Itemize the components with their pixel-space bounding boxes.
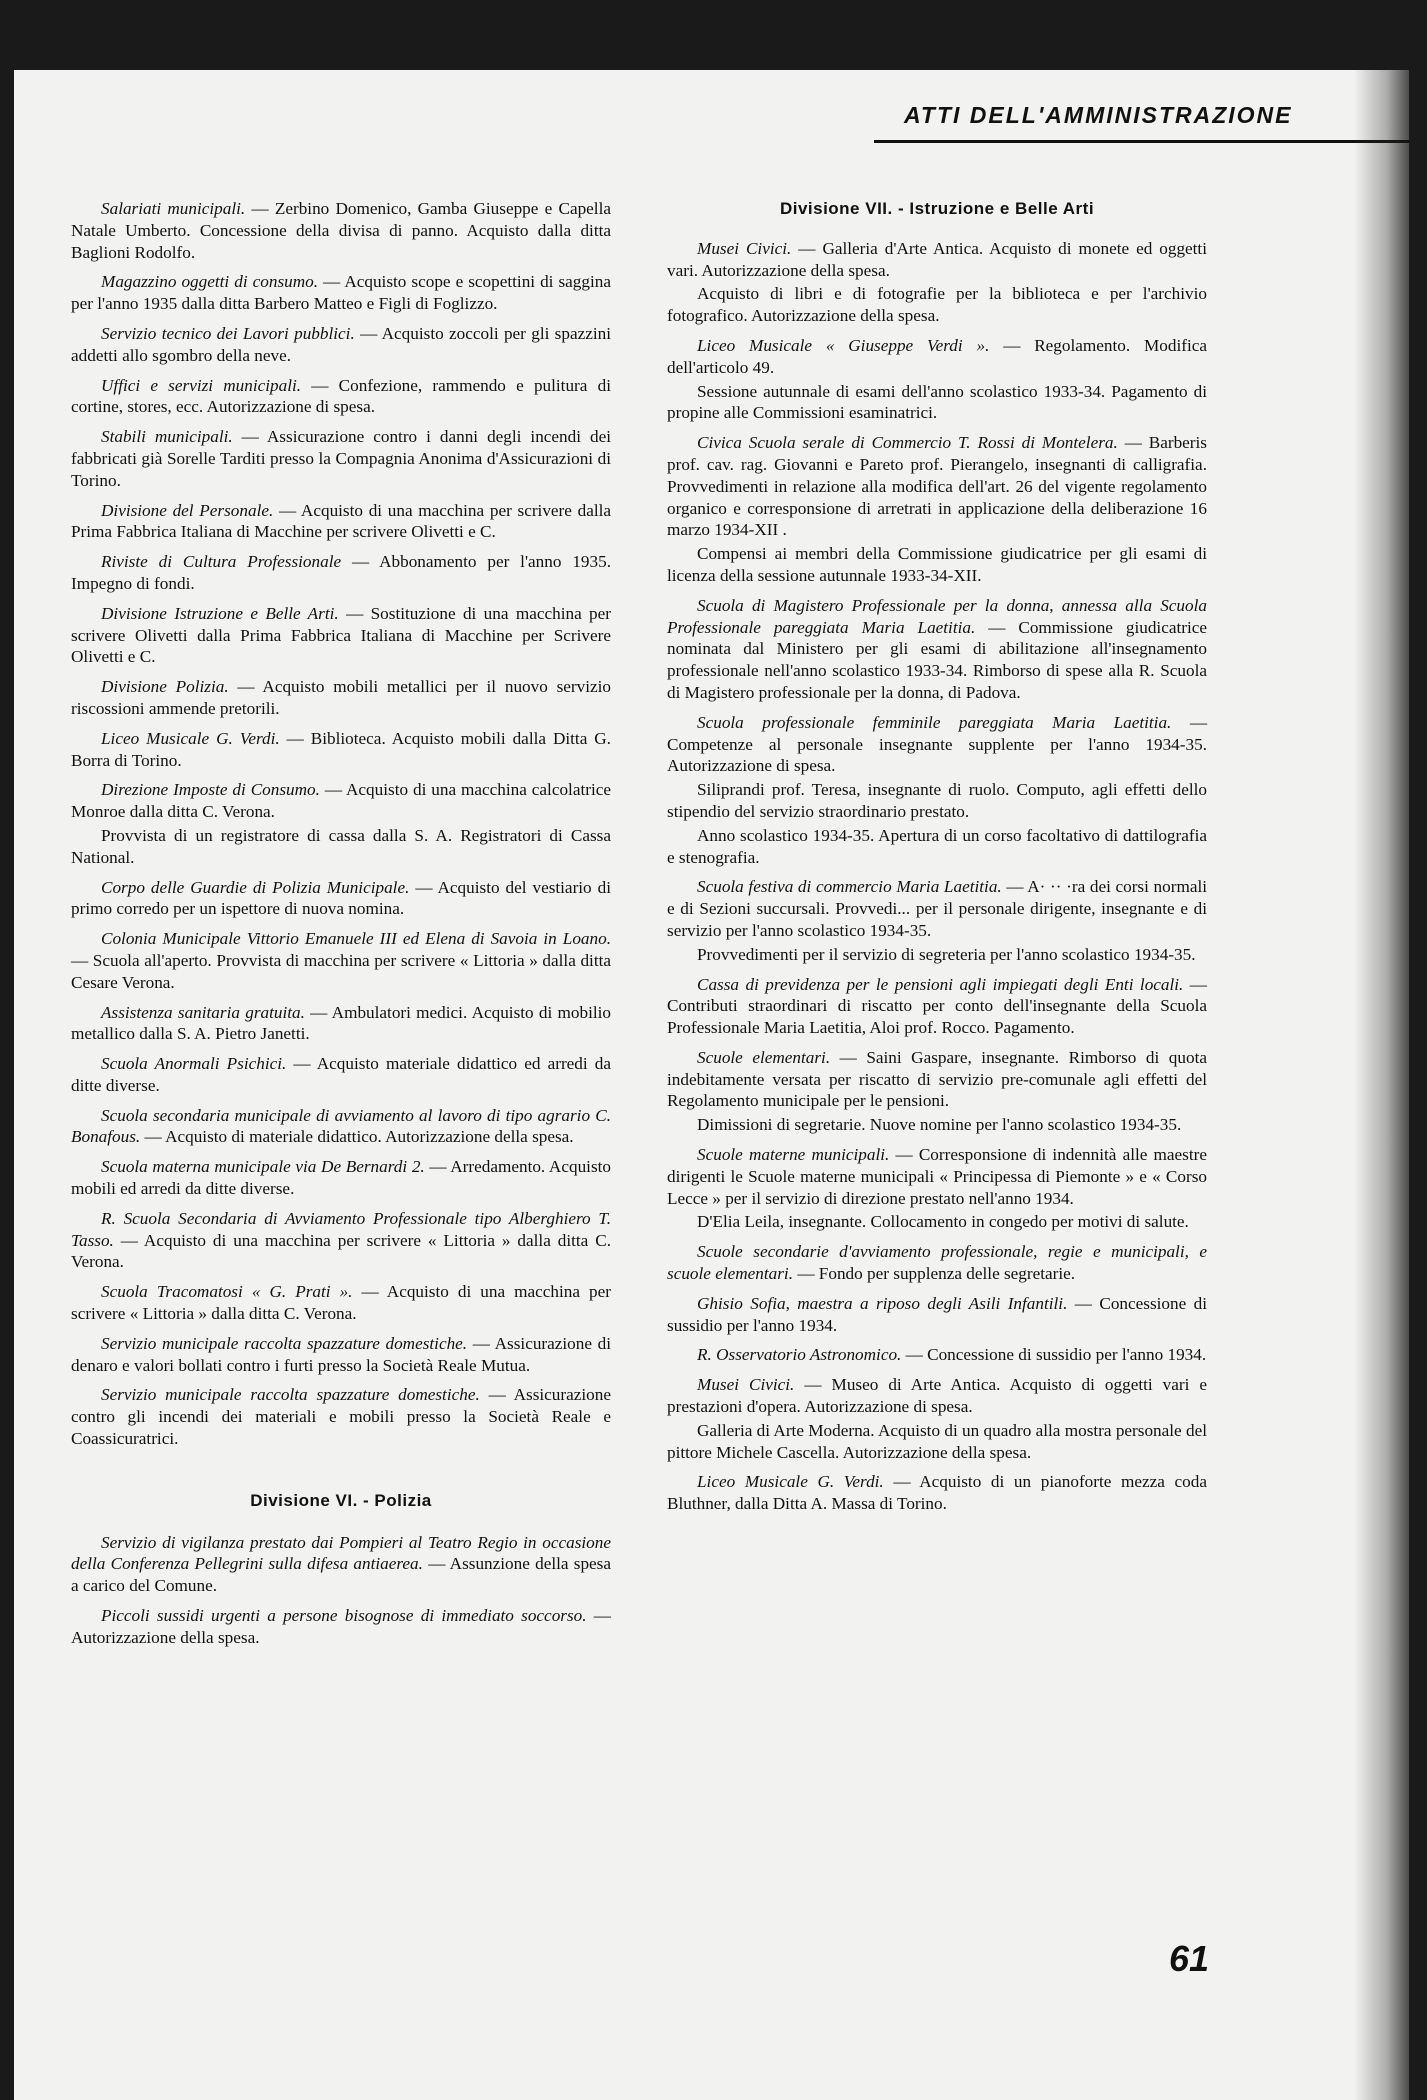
entry-paragraph (667, 432, 1207, 541)
entry-text: — Arredamento. Acquisto mobili ed arredi da ditte diverse. (71, 1157, 611, 1199)
entry-title: Scuola di Magistero Professionale per la donna, annessa alla Scuola Professionale pareggiata Maria Laetitia. (667, 595, 1207, 637)
entry-text: — Galleria d'Arte Antica. Acquisto di monete ed oggetti vari. Autorizzazione della spesa. (667, 238, 1207, 280)
entry-paragraph (667, 1344, 1207, 1366)
entry-paragraph (71, 500, 611, 544)
entry-text: D'Elia Leila, insegnante. Collocamento in congedo per motivi di salute. (697, 1212, 1189, 1232)
entry-title: Uffici e servizi municipali. (101, 375, 302, 395)
entry-paragraph (71, 779, 611, 823)
entry-paragraph (667, 335, 1207, 379)
entry-text: — Saini Gaspare, insegnante. Rimborso di quota indebitamente versata per riscatto di servizio pre-comunale agli effetti del Regolamento municipale per le pensioni. (667, 1047, 1207, 1111)
entry-paragraph (667, 825, 1207, 869)
entry-text: — Assicurazione contro gli incendi dei materiali e mobili presso la Società Reale e Coassicuratrici. (71, 1385, 611, 1449)
entry-title: Scuola secondaria municipale di avviamento al lavoro di tipo agrario C. Bonafous. (71, 1105, 611, 1147)
entry-paragraph (71, 271, 611, 315)
entry-text: — Confezione, rammendo e pulitura di cortine, stores, ecc. Autorizzazione di spesa. (71, 375, 611, 417)
entry-paragraph (71, 1532, 611, 1597)
entry-text: — Barberis prof. cav. rag. Giovanni e Pareto prof. Pierangelo, insegnanti di calligrafia. Provvedimenti in relazione alla modifica dell'art. 26 del vigente regolamento organico e corresponsione di arretrati in applicazione della deliberazione 16 marzo 1934-XII . (667, 433, 1207, 540)
entry-paragraph (71, 1105, 611, 1149)
entry-paragraph (71, 323, 611, 367)
entry-title: Assistenza sanitaria gratuita. (101, 1002, 305, 1022)
entry-text: — Acquisto di una macchina calcolatrice Monroe dalla ditta C. Verona. (71, 780, 611, 822)
section-vii-entries (667, 238, 1207, 1515)
entry-title: Divisione Polizia. (101, 677, 229, 697)
entry-text: — Autorizzazione della spesa. (71, 1606, 611, 1647)
entry-paragraph (667, 1241, 1207, 1285)
entry-text: Galleria di Arte Moderna. Acquisto di un quadro alla mostra personale del pittore Michele Cascella. Autorizzazione della spesa. (667, 1420, 1207, 1462)
entry-text: Provvedimenti per il servizio di segreteria per l'anno scolastico 1934-35. (697, 944, 1196, 964)
entry-text: Anno scolastico 1934-35. Apertura di un corso facoltativo di dattilografia e stenografia. (667, 825, 1207, 867)
entry-paragraph (667, 974, 1207, 1039)
entry-title: Liceo Musicale G. Verdi. (101, 728, 280, 748)
entry-text: Compensi ai membri della Commissione giudicatrice per gli esami di licenza della sessione autunnale 1933-34-XII. (667, 544, 1207, 585)
entry-title: Servizio municipale raccolta spazzature domestiche. (101, 1385, 480, 1405)
entry-paragraph (667, 283, 1207, 327)
entry-title: Corpo delle Guardie di Polizia Municipale. (101, 877, 410, 897)
entry-paragraph (71, 603, 611, 668)
entry-paragraph (667, 1420, 1207, 1464)
entry-paragraph (71, 728, 611, 772)
section-heading-vi: Divisione VI. - Polizia (250, 1490, 432, 1510)
entry-title: R. Scuola Secondaria di Avviamento Professionale tipo Alberghiero T. Tasso. (71, 1208, 611, 1250)
entry-text: Provvista di un registratore di cassa dalla S. A. Registratori di Cassa National. (71, 825, 611, 867)
header-rule (874, 140, 1409, 143)
entry-paragraph (71, 551, 611, 595)
entry-title: Divisione del Personale. (101, 500, 274, 520)
entry-paragraph (667, 712, 1207, 777)
entry-title: R. Osservatorio Astronomico. (697, 1345, 902, 1365)
entry-text: — Corresponsione di indennità alle maestre dirigenti le Scuole materne municipali « Principessa di Piemonte » e « Corso Lecce » per il servizio di direzione prestato nell'anno 1934. (667, 1145, 1207, 1208)
entry-title: Servizio tecnico dei Lavori pubblici. (101, 323, 355, 343)
entry-paragraph (71, 375, 611, 419)
entry-text: — Concessione di sussidio per l'anno 1934. (901, 1345, 1207, 1365)
entry-title: Cassa di previdenza per le pensioni agli impiegati degli Enti locali. (697, 974, 1184, 994)
entry-title: Civica Scuola serale di Commercio T. Rossi di Montelera. (697, 433, 1118, 453)
entry-paragraph (71, 1384, 611, 1449)
entry-title: Scuole elementari. (697, 1047, 831, 1067)
entry-paragraph (71, 1281, 611, 1325)
entry-text: — Assunzione della spesa a carico del Comune. (71, 1554, 611, 1596)
entry-text: — Acquisto di una macchina per scrivere « Littoria » dalla ditta C. Verona. (71, 1282, 611, 1324)
entry-text: — A· ·· ·ra dei corsi normali e di Sezioni succursali. Provvedi... per il personale dirigente, insegnante e di servizio per l'anno scolastico 1934-35. (667, 877, 1208, 940)
entry-paragraph (667, 595, 1207, 704)
entry-title: Stabili municipali. (101, 427, 233, 447)
entry-paragraph (71, 877, 611, 921)
entry-paragraph (667, 1211, 1207, 1233)
entry-paragraph (667, 543, 1207, 587)
entry-title: Musei Civici. (697, 1375, 795, 1395)
entry-title: Scuola festiva di commercio Maria Laetitia. (697, 877, 1002, 897)
entry-paragraph (71, 1208, 611, 1273)
entry-paragraph (667, 1144, 1207, 1209)
left-entries (71, 198, 611, 1450)
entry-text: — Sostituzione di una macchina per scrivere Olivetti dalla Prima Fabbrica Italiana di Macchine per Scrivere Olivetti e C. (71, 603, 612, 667)
entry-paragraph (71, 928, 611, 993)
entry-text: — Acquisto di un pianoforte mezza coda Bluthner, dalla Ditta A. Massa di Torino. (667, 1472, 1207, 1514)
entry-paragraph (71, 676, 611, 720)
entry-text: Sessione autunnale di esami dell'anno scolastico 1933-34. Pagamento di propine alle Commissioni esaminatrici. (667, 381, 1207, 423)
entry-text: — Acquisto mobili metallici per il nuovo servizio riscossioni ammende pretorili. (71, 677, 611, 718)
entry-text: — Acquisto di una macchina per scrivere dalla Prima Fabbrica Italiana di Macchine per scrivere Olivetti e C. (71, 500, 612, 542)
entry-paragraph (667, 1047, 1207, 1112)
entry-paragraph (71, 1002, 611, 1046)
entry-title: Colonia Municipale Vittorio Emanuele III ed Elena di Savoia in Loano. (101, 929, 611, 949)
entry-text: — Ambulatori medici. Acquisto di mobilio metallico dalla S. A. Pietro Janetti. (71, 1002, 611, 1044)
entry-text: — Abbonamento per l'anno 1935. Impegno di fondi. (71, 552, 611, 593)
entry-text: — Scuola all'aperto. Provvista di macchina per scrivere « Littoria » dalla ditta Cesare Verona. (71, 950, 611, 992)
page-number: 61 (1169, 1938, 1210, 1979)
entry-text: — Acquisto del vestiario di primo corredo per un ispettore di nuova nomina. (71, 877, 611, 919)
entry-text: — Museo di Arte Antica. Acquisto di oggetti vari e prestazioni d'opera. Autorizzazione di spesa. (667, 1375, 1207, 1417)
entry-title: Scuole materne municipali. (697, 1145, 890, 1165)
entry-title: Scuole secondarie d'avviamento professionale, regie e municipali, e scuole elementari. (667, 1242, 1207, 1284)
entry-text: — Acquisto scope e scopettini di saggina per l'anno 1935 dalla ditta Barbero Matteo e Figli di Foglizzo. (71, 272, 611, 314)
entry-paragraph (71, 1605, 611, 1649)
entry-paragraph (667, 876, 1207, 941)
section-vi-entries (71, 1532, 611, 1649)
entry-text: — Biblioteca. Acquisto mobili dalla Ditta G. Borra di Torino. (71, 728, 611, 770)
entry-paragraph (71, 1156, 611, 1200)
entry-paragraph (667, 1114, 1207, 1136)
entry-paragraph (667, 381, 1207, 425)
entry-text: — Acquisto di una macchina per scrivere « Littoria » dalla ditta C. Verona. (71, 1230, 611, 1272)
entry-paragraph (71, 825, 611, 869)
entry-title: Piccoli sussidi urgenti a persone bisognose di immediato soccorso. (101, 1606, 587, 1626)
entry-title: Riviste di Cultura Professionale (101, 552, 342, 572)
entry-title: Scuola materna municipale via De Bernardi 2. (101, 1157, 425, 1177)
entry-title: Salariati municipali. (101, 199, 246, 218)
entry-title: Servizio di vigilanza prestato dai Pompieri al Teatro Regio in occasione della Conferenza Pellegrini sulla difesa antiaerea. (71, 1532, 611, 1574)
entry-title: Magazzino oggetti di consumo. (101, 272, 319, 292)
entry-title: Servizio municipale raccolta spazzature domestiche. (101, 1333, 468, 1353)
entry-text: — Fondo per supplenza delle segretarie. (793, 1264, 1076, 1284)
section-heading-vii: Divisione VII. - Istruzione e Belle Arti (779, 199, 1095, 218)
entry-paragraph (667, 238, 1207, 282)
entry-paragraph (667, 779, 1207, 823)
entry-paragraph (71, 426, 611, 491)
entry-text: — Assicurazione di denaro e valori bollati contro i furti presso la Società Reale Mutua. (71, 1333, 611, 1375)
entry-title: Musei Civici. (697, 238, 792, 258)
entry-title: Scuola professionale femminile pareggiata Maria Laetitia. (697, 712, 1172, 732)
entry-paragraph (667, 1471, 1207, 1515)
entry-paragraph (667, 1293, 1207, 1337)
entry-title: Liceo Musicale « Giuseppe Verdi ». (697, 335, 990, 355)
entry-title: Divisione Istruzione e Belle Arti. (101, 603, 339, 623)
entry-title: Ghisio Sofia, maestra a riposo degli Asili Infantili. (697, 1293, 1068, 1313)
entry-text: Dimissioni di segretarie. Nuove nomine per l'anno scolastico 1934-35. (697, 1115, 1182, 1135)
entry-text: — Contributi straordinari di riscatto per conto dell'insegnante della Scuola Professionale Maria Laetitia, Aloi prof. Rocco. Pagamento. (667, 974, 1207, 1038)
entry-text: — Competenze al personale insegnante supplente per l'anno 1934-35. Autorizzazione di spesa. (667, 712, 1208, 776)
entry-text: — Acquisto materiale didattico ed arredi da ditte diverse. (71, 1054, 612, 1095)
entry-paragraph (667, 1374, 1207, 1418)
right-column (667, 198, 1207, 1523)
entry-text: — Regolamento. Modifica dell'articolo 49. (667, 335, 1207, 377)
running-title: ATTI DELL'AMMINISTRAZIONE (904, 102, 1293, 128)
entry-paragraph (71, 198, 611, 263)
entry-text: Siliprandi prof. Teresa, insegnante di ruolo. Computo, agli effetti dello stipendio del servizio straordinario prestato. (667, 780, 1207, 821)
entry-text: — Commissione giudicatrice nominata dal Ministero per gli esami di abilitazione all'insegnamento professionale nell'anno scolastico 1933-34. Rimborso di spese alla R. Scuola di Magistero professionale per la donna, di Padova. (667, 617, 1207, 702)
entry-text: — Assicurazione contro i danni degli incendi dei fabbricati già Sorelle Tarditi presso la Compagnia Anonima d'Assicurazioni di Torino. (71, 427, 611, 490)
entry-text: Acquisto di libri e di fotografie per la biblioteca e per l'archivio fotografico. Autorizzazione della spesa. (667, 284, 1207, 326)
entry-title: Liceo Musicale G. Verdi. (697, 1472, 884, 1492)
entry-paragraph (667, 944, 1207, 966)
entry-text: — Acquisto zoccoli per gli spazzini addetti allo sgombro della neve. (71, 323, 611, 365)
entry-title: Scuola Anormali Psichici. (101, 1054, 287, 1074)
entry-paragraph (71, 1333, 611, 1377)
entry-text: — Concessione di sussidio per l'anno 1934. (667, 1293, 1208, 1335)
entry-paragraph (71, 1053, 611, 1097)
entry-title: Scuola Tracomatosi « G. Prati ». (101, 1282, 353, 1302)
entry-text: — Zerbino Domenico, Gamba Giuseppe e Capella Natale Umberto. Concessione della divisa di panno. Acquisto dalla ditta Baglioni Rodolfo. (71, 199, 611, 262)
entry-text: — Acquisto di materiale didattico. Autorizzazione della spesa. (140, 1127, 574, 1147)
entry-title: Direzione Imposte di Consumo. (101, 780, 320, 800)
document-page (14, 70, 1409, 2100)
left-column (71, 198, 611, 1657)
